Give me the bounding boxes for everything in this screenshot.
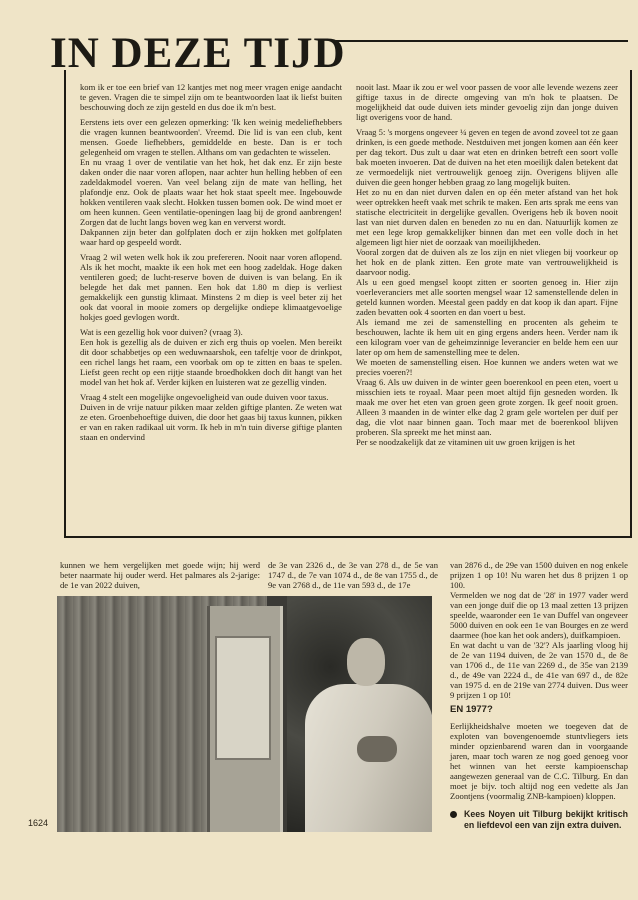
paragraph: Het zo nu en dan niet durven dalen en op één meter afstand van het hok weer optrekken heeft vaak met schrik te maken. Een arts sprak me eens van statische electriciteit in dergelijke gevallen. Overigens heb ik boven nooit last van niet durven dalen en beneden zo nu en dan. Natuurlijk komen ze met een lege krop gemakkelijker binnen dan met een volle doch in het algemeen ligt hier niet de oorzaak van moeilijkheden.: [356, 187, 618, 247]
paragraph: Een hok is gezellig als de duiven er zich erg thuis op voelen. Men bereikt dit door schabbetjes op een weduwnaarshok, een tafeltje voor de drinkpot, een richel langs het raam, een voorbak om op te zitten en baas te spelen. Liefst geen recht op een rijtje staande broedhokken doch dit hangt van het model van het hok af. Verder kijken en luisteren wat ze gezellig vinden.: [80, 337, 342, 387]
paragraph: Per se noodzakelijk dat ze vitaminen uit uw groen krijgen is het: [356, 437, 575, 447]
paragraph: kunnen we hem vergelijken met goede wijn; hij werd beter naarmate hij ouder werd. Het palmares als 2-jarige: de 1e van 2022 duiven,: [60, 560, 260, 590]
paragraph: Vraag 6. Als uw duiven in de winter geen boerenkool en peen eten, voert u misschien iets te royaal. Maar peen moet altijd fijn gesneden worden. Ik maak me over het eten van groen geen grote zorgen. Ik geef nooit groen. Alleen 3 maanden in de winter elke dag 2 gram gele wortelen per duif per dag, die vlot naar binnen gaan. Toch maar met de boerenkool blijven proberen. Sla spreekt me het minst aan.: [356, 377, 618, 437]
paragraph: Eerstens iets over een gelezen opmerking: 'Ik ken weinig medeliefhebbers die vragen kunnen beantwoorden'. Vreemd. Die lid is van een club, kent mensen. Goede liefhebbers, gemiddelde en beste. Dan is er toch gelegenheid om vragen te stellen. Althans om van gedachten te wisselen.: [80, 117, 342, 157]
paragraph: de 3e van 2326 d., de 3e van 278 d., de 5e van 1747 d., de 7e van 1074 d., de 8e van 1755 d., de 9e van 2768 d., de 11e van 593 d., de 17e: [268, 560, 438, 590]
paragraph: En nu vraag 1 over de ventilatie van het hok, het dak enz. Er zijn beste daken onder die naar voren aflopen, naar achter hun helling hebben of een zadeldakmodel voeren. Van veel belang zijn de mate van helling, het plafondje enz. Ook de plaats waar het hok staat speelt mee. Ingebouwde hokken ventileren vaak slecht. Hokken tussen bomen ook. De wind moet er om heen kunnen. Geen ventilatie-openingen laag bij de grond aanbrengen! Zorgen dat de lucht langs boven weg kan en ververst wordt.: [80, 157, 342, 227]
bottom-column-a: [60, 560, 260, 595]
right-column: [356, 82, 618, 452]
paragraph: Vraag 4 stelt een mogelijke ongevoeligheid van oude duiven voor taxus.: [80, 392, 329, 402]
paragraph: Eerlijkheidshalve moeten we toegeven dat de exploten van bovengenoemde stuntvliegers iets minder opzienbarend waren dan in voorgaande jaren, maar toch waren ze nog goed genoeg voor het winnen van het eerste kampioenschap aangewezen generaal van de C.C. Tilburg. En dan moet je bijv. toch altijd nog een vedette als Jan Zoontjens (voormalig ZNB-kampioen) kloppen.: [450, 721, 628, 801]
paragraph: van 2876 d., de 29e van 1500 duiven en nog enkele prijzen 1 op 10! Nu waren het dus 8 prijzen 1 op 100.: [450, 560, 628, 590]
bullet-icon: [450, 811, 457, 818]
caption-text: Kees Noyen uit Tilburg bekijkt kritisch en liefdevol een van zijn extra duiven.: [464, 809, 628, 830]
photo-man-head: [347, 638, 385, 686]
paragraph: Vermelden we nog dat de '28' in 1977 vader werd van een jonge duif die op 13 maal zetten 13 prijzen speelde, waaronder een 1e van Duffel van ongeveer 5000 duiven en ook een 1e van Bourges en ze werd daarmee (hoe kan het ook anders), duifkampioen.: [450, 590, 628, 640]
photo-man-with-pigeon: [57, 596, 432, 832]
paragraph: Vraag 5: 's morgens ongeveer ¼ geven en tegen de avond zoveel tot ze gaan drinken, is een goede methode. Nestduiven met jongen komen aan één keer per dag tekort. Dus zult u daar wat eten en drinken betreft een soort volle bak moeten invoeren. Dat de duiven na het eten moeilijk dalen betekent dat ze vermoedelijk niet vertrouwelijk genoeg zijn. Overigens blijven alle duiven die geen honger hebben graag zo lang mogelijk buiten.: [356, 127, 618, 187]
paragraph: Duiven in de vrije natuur pikken maar zelden giftige planten. Ze weten wat ze eten. Groenbehoeftige duiven, die door het gaas bij taxus kunnen, pikken er van en raken radikaal uit vorm. Ik heb in m'n tuin diverse giftige planten staan en ondervind: [80, 402, 342, 442]
paragraph: Wat is een gezellig hok voor duiven? (vraag 3).: [80, 327, 243, 337]
article-title: IN DEZE TIJD: [50, 30, 346, 77]
page-number: 1624: [28, 818, 49, 828]
bottom-column-c: [450, 560, 628, 831]
paragraph: Vooral zorgen dat de duiven als ze los zijn en niet vliegen bij voorkeur op het hok en de plank zitten. Een grote mate van vertrouwelijkheid is daarvoor nodig.: [356, 247, 618, 277]
paragraph: En wat dacht u van de '32'? Als jaarling vloog hij de 2e van 1194 duiven, de 2e van 1570 d., de 8e van 1706 d., de 11e van 2269 d., de 35e van 2139 d., de 49e van 2224 d., de 41e van 697 d., de 82e van 1975 d. en de 219e van 2774 duiven. Dus weer 9 prijzen 1 op 10!: [450, 640, 628, 700]
bottom-column-b: [268, 560, 438, 595]
photo-caption: [450, 809, 628, 831]
photo-door-panel: [215, 636, 271, 760]
title-rule: [336, 40, 628, 42]
paragraph: Dakpannen zijn beter dan golfplaten doch er zijn hokken met golfplaten waar hard op gespeeld wordt.: [80, 227, 342, 247]
left-column: [80, 82, 342, 447]
subheading: EN 1977?: [450, 704, 493, 715]
paragraph: Als u een goed mengsel koopt zitten er soorten genoeg in. Hier zijn voerleveranciers met alle soorten mengsel waar 12 samenstellende delen in geteld kunnen worden. Meestal geen paddy en dat koop ik dan apart. Fijne zaden bevatten ook 4 soorten en dan voert u best.: [356, 277, 618, 317]
paragraph: nooit last. Maar ik zou er wel voor passen de voor alle levende wezens zeer giftige taxus in de directe omgeving van m'n hok te plaatsen. De mogelijkheid dat oude duiven iets minder gevoelig zijn dan jonge duiven ligt overigens voor de hand.: [356, 82, 618, 122]
paragraph: kom ik er toe een brief van 12 kantjes met nog meer vragen enige aandacht te geven. Vragen die te simpel zijn om te beantwoorden laat ik liefst buiten beschouwing doch ze zijn gesteld en dus doe ik m'n best.: [80, 82, 342, 112]
paragraph: We moeten de samenstelling eisen. Hoe kunnen we anders weten wat we precies voeren?!: [356, 357, 618, 377]
paragraph: Vraag 2 wil weten welk hok ik zou prefereren. Nooit naar voren aflopend. Als ik het mocht, maakte ik een hok met een hoog zadeldak. Hoge daken ventileren goed; de lucht-reserve boven de duiven is van belang. En ik belegde het dak met pannen. Een hok dat 1.80 m diep is verliest gemakkelijk een gunstig klimaat. Minstens 2 m diep is veel beter zij het ook dat vooral in mooie zomers op dergelijke ondiepe klimaatgevoelige hokjes goed gevlogen wordt.: [80, 252, 342, 322]
paragraph: Als iemand me zei de samenstelling en procenten als geheim te beschouwen, lachte ik hem uit en ging ergens anders heen. Verder nam ik een kilogram voer van de geheimzinnige leverancier en belde hem een uur later op om hem de samenstelling mee te delen.: [356, 317, 618, 357]
photo-hands-pigeon: [357, 736, 397, 762]
